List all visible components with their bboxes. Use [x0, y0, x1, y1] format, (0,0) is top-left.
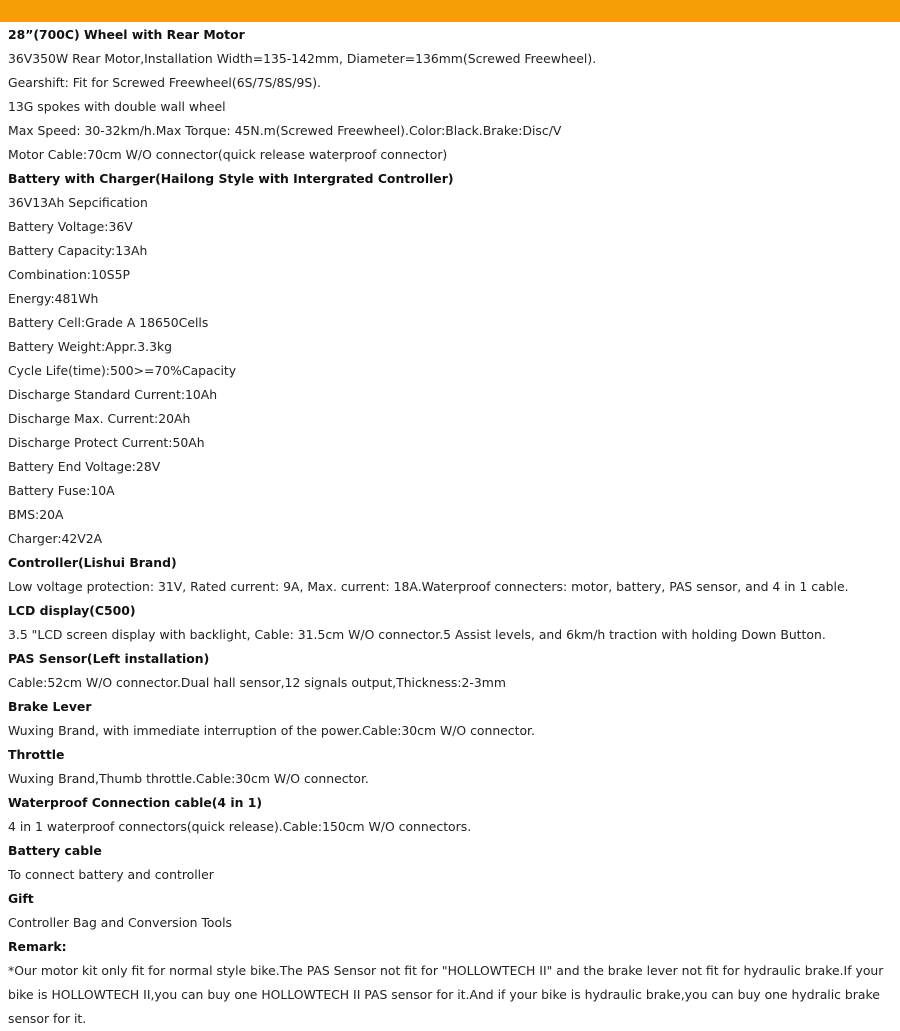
spec-line: Max Speed: 30-32km/h.Max Torque: 45N.m(Screwed Freewheel).Color:Black.Brake:Disc/V	[8, 123, 562, 138]
spec-line: Low voltage protection: 31V, Rated current: 9A, Max. current: 18A.Waterproof connecters: motor, battery, PAS sensor, and 4 in 1 cable.	[8, 579, 849, 594]
spec-line: Discharge Standard Current:10Ah	[8, 387, 218, 402]
orange-header-bar	[0, 0, 900, 22]
spec-line: Energy:481Wh	[8, 291, 99, 306]
section-heading-gift: Gift	[8, 891, 34, 906]
spec-line: Battery Weight:Appr.3.3kg	[8, 339, 172, 354]
spec-line: Wuxing Brand,Thumb throttle.Cable:30cm W/O connector.	[8, 771, 369, 786]
spec-line: Charger:42V2A	[8, 531, 103, 546]
section-heading-battery: Battery with Charger(Hailong Style with Intergrated Controller)	[8, 171, 454, 186]
spec-line: Combination:10S5P	[8, 267, 130, 282]
spec-line: Battery Fuse:10A	[8, 483, 115, 498]
spec-line: Motor Cable:70cm W/O connector(quick release waterproof connector)	[8, 147, 448, 162]
section-heading-brake-lever: Brake Lever	[8, 699, 92, 714]
spec-line: Discharge Protect Current:50Ah	[8, 435, 205, 450]
section-heading-lcd-display: LCD display(C500)	[8, 603, 136, 618]
spec-line: Battery Cell:Grade A 18650Cells	[8, 315, 209, 330]
spec-line: 4 in 1 waterproof connectors(quick release).Cable:150cm W/O connectors.	[8, 819, 472, 834]
section-heading-connection-cable: Waterproof Connection cable(4 in 1)	[8, 795, 263, 810]
spec-line: 13G spokes with double wall wheel	[8, 99, 226, 114]
spec-line: BMS:20A	[8, 507, 64, 522]
spec-line: Controller Bag and Conversion Tools	[8, 915, 232, 930]
section-heading-throttle: Throttle	[8, 747, 65, 762]
section-heading-battery-cable: Battery cable	[8, 843, 102, 858]
spec-line: To connect battery and controller	[8, 867, 214, 882]
section-heading-remark: Remark:	[8, 939, 67, 954]
spec-line: Cable:52cm W/O connector.Dual hall sensor,12 signals output,Thickness:2-3mm	[8, 675, 506, 690]
spec-line: Cycle Life(time):500>=70%Capacity	[8, 363, 237, 378]
spec-line: 36V13Ah Sepcification	[8, 195, 148, 210]
spec-line: Battery Capacity:13Ah	[8, 243, 148, 258]
spec-line: Wuxing Brand, with immediate interruption of the power.Cable:30cm W/O connector.	[8, 723, 535, 738]
spec-line: 36V350W Rear Motor,Installation Width=135-142mm, Diameter=136mm(Screwed Freewheel).	[8, 51, 597, 66]
spec-list	[8, 23, 898, 1031]
spec-line: 3.5 "LCD screen display with backlight, Cable: 31.5cm W/O connector.5 Assist levels, and 6km/h traction with holding Down Button.	[8, 627, 826, 642]
section-heading-wheel: 28”(700C) Wheel with Rear Motor	[8, 27, 245, 42]
spec-line: Discharge Max. Current:20Ah	[8, 411, 191, 426]
spec-line: Battery Voltage:36V	[8, 219, 133, 234]
spec-line: Gearshift: Fit for Screwed Freewheel(6S/7S/8S/9S).	[8, 75, 321, 90]
section-heading-controller: Controller(Lishui Brand)	[8, 555, 177, 570]
spec-line: Battery End Voltage:28V	[8, 459, 161, 474]
section-heading-pas-sensor: PAS Sensor(Left installation)	[8, 651, 210, 666]
remark-text: *Our motor kit only fit for normal style bike.The PAS Sensor not fit for "HOLLOWTECH II" and the brake lever not fit for hydraulic brake.If your bike is HOLLOWTECH II,you can buy one HOLLOWTECH II PAS sensor for it.And if your bike is hydraulic brake,you can buy one hydralic brake sensor for it.	[8, 963, 884, 1026]
